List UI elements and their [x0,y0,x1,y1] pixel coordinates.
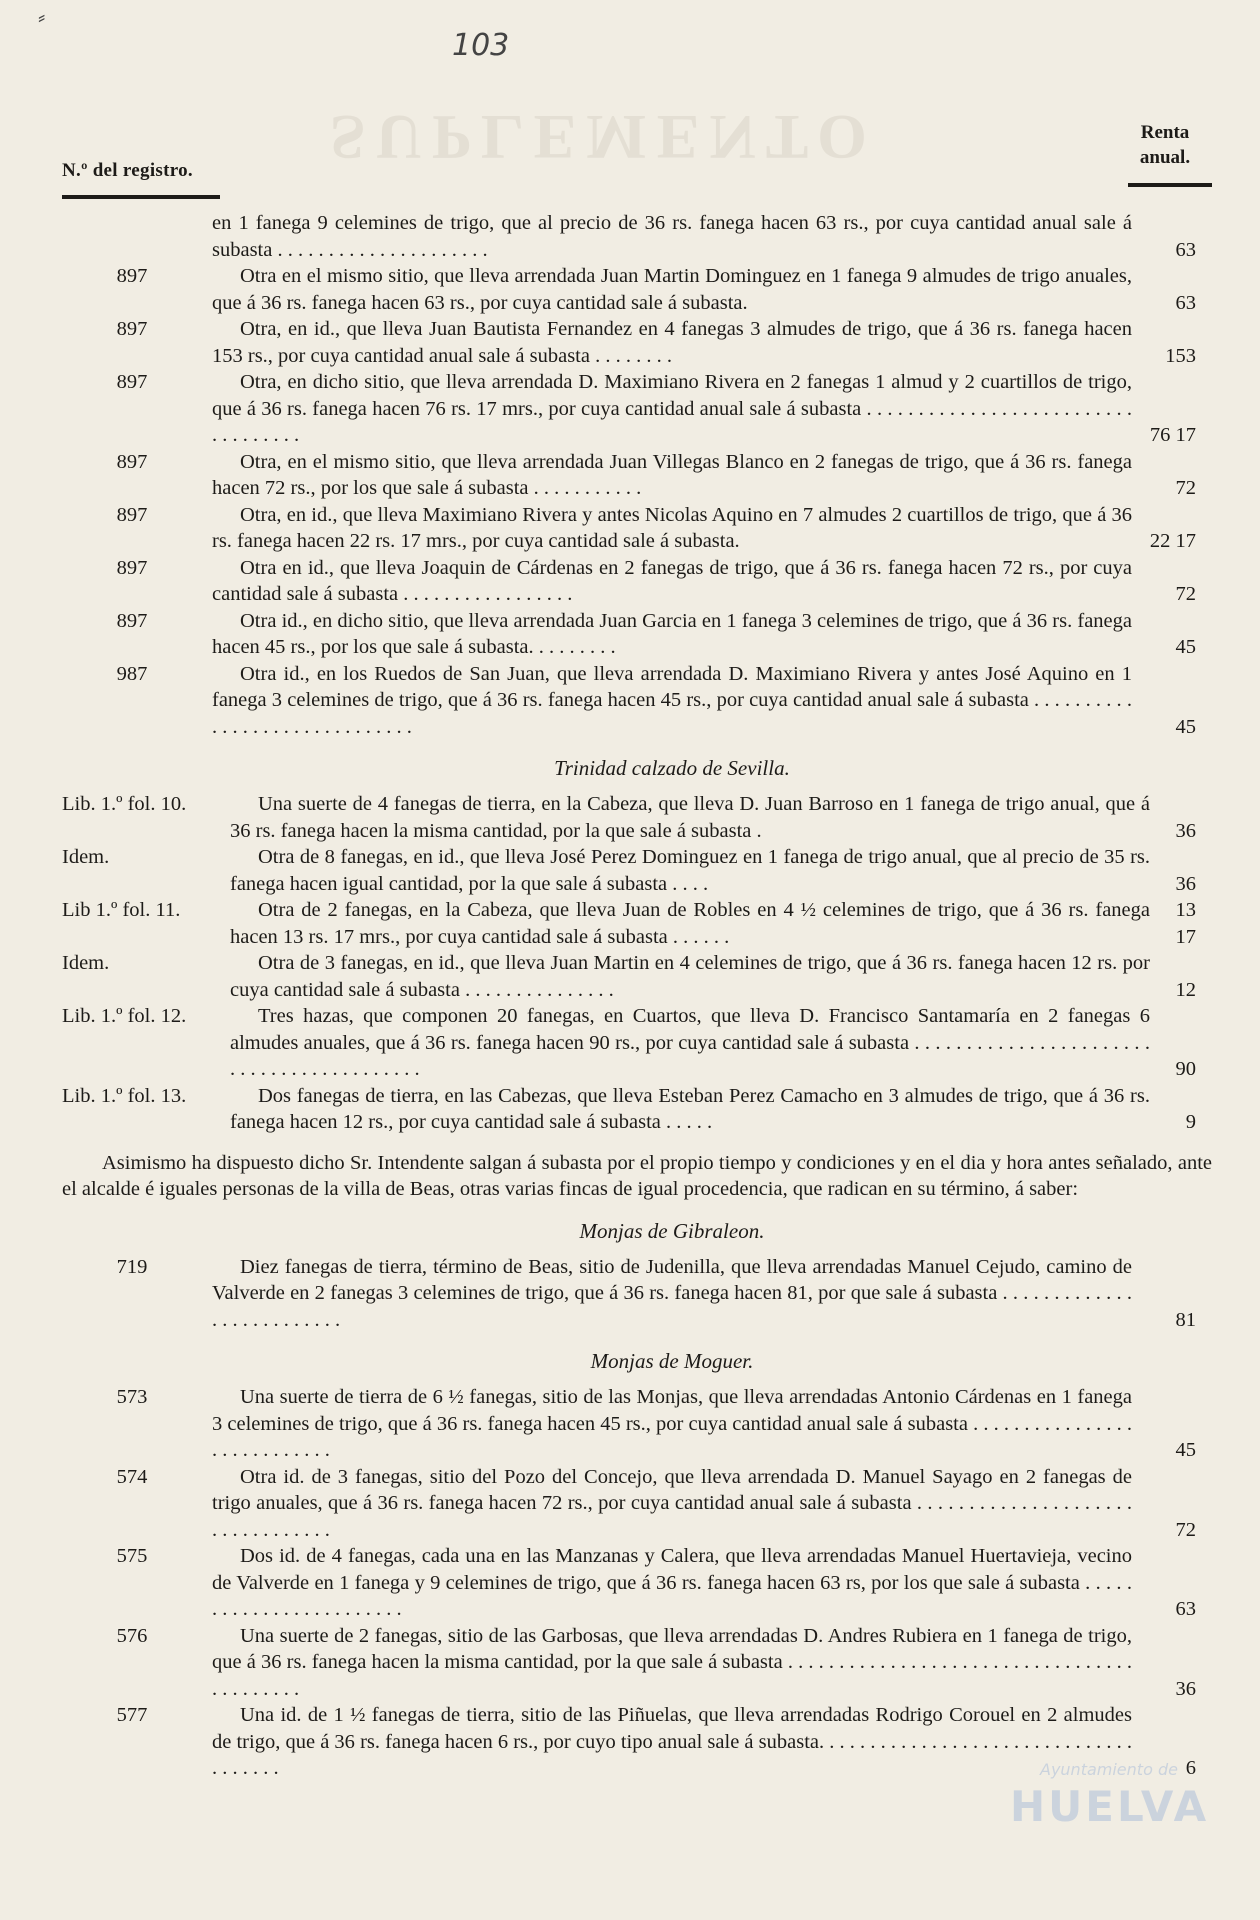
bleed-through-text: SUPLEMENTO [330,102,877,173]
entry-annual-rent: 72 [1175,583,1196,605]
entries-group-a [62,210,1212,740]
entry-register-ref: Lib. 1.º fol. 12. [62,1005,187,1027]
entry-description: Otra de 2 fanegas, en la Cabeza, que lleva Juan de Robles en 4 ½ celemines de trigo, que á 36 rs. fanega hacen 13 rs. 17 mrs., por cuya cantidad sale á subasta . . . . . . [230,899,1150,948]
entry-register-ref: 897 [116,556,148,579]
entry-annual-rent: 81 [1175,1308,1196,1331]
entry-annual-rent: 22 17 [1149,530,1196,552]
entries-group-d [62,1384,1212,1782]
entry-description: en 1 fanega 9 celemines de trigo, que al precio de 36 rs. fanega hacen 63 rs., por cuya cantidad anual sale á subasta . . . . . . . . . . . . . . . . . . . . . [212,212,1132,261]
entry-annual-rent: 45 [1175,636,1196,658]
entry-annual-rent: 6 [1185,1757,1196,1779]
entry-annual-rent: 36 [1175,1677,1196,1700]
section-heading-trinidad: Trinidad calzado de Sevilla. [554,756,790,780]
entry-register-ref: 573 [116,1386,148,1408]
register-entry [62,1464,1212,1544]
entry-annual-rent: 72 [1175,1518,1196,1541]
register-entry [62,449,1212,502]
entry-register-ref: Lib. 1.º fol. 10. [62,793,187,815]
entry-register-ref: 897 [116,318,148,340]
header-rule-left [62,195,220,199]
entry-register-ref: Idem. [62,846,110,868]
entry-register-ref: 897 [116,450,148,473]
corner-mark: ⸗ [38,4,46,29]
header-annual-rent-line1: Renta [1140,122,1190,143]
register-entry [62,844,1212,897]
intro-paragraph: Asimismo ha dispuesto dicho Sr. Intendente salgan á subasta por el propio tiempo y condiciones y en el dia y hora antes señalado, ante el alcalde é iguales personas de la villa de Beas, otras varias fincas de igual procedencia, que radican en su término, á saber: [62,1151,1212,1200]
entry-register-ref: 897 [116,265,148,287]
entry-description: Tres hazas, que componen 20 fanegas, en Cuartos, que lleva D. Francisco Santamaría en 2 fanegas 6 almudes anuales, que á 36 rs. fanega hacen 90 rs., por cuya cantidad sale á subasta . . . . . . . . . . . . . . . . . . . . . . . . . . . . . . . . . . . . . . . . . . [230,1005,1150,1080]
register-entry [62,1543,1212,1623]
entry-annual-rent: 45 [1175,1439,1196,1461]
entry-register-ref: 575 [116,1545,148,1567]
entry-description: Una id. de 1 ½ fanegas de tierra, sitio de las Piñuelas, que lleva arrendadas Rodrigo Corouel en 2 almudes de trigo, que á 36 rs. fanega hacen 6 rs., por cuyo tipo anual sale á subasta. . . . . . . . . . . . . . . . . . . . . . . . . . . . . . . . . . . . . . [212,1704,1132,1779]
entry-register-ref: 719 [116,1255,148,1278]
entry-annual-rent: 72 [1175,477,1196,499]
header-annual-rent [1130,120,1200,170]
register-entry [62,791,1212,844]
register-entry [62,502,1212,555]
entry-description: Otra de 3 fanegas, en id., que lleva Juan Martin en 4 celemines de trigo, que á 36 rs. fanega hacen 12 rs. por cuya cantidad sale á subasta . . . . . . . . . . . . . . . [230,952,1150,1001]
entry-register-ref: 897 [116,609,148,632]
register-entry [62,263,1212,316]
register-entry [62,608,1212,661]
entry-annual-rent: 13 17 [1175,899,1196,948]
document-body [62,210,1212,1782]
register-entry [62,555,1212,608]
entry-annual-rent: 45 [1175,715,1196,738]
entry-annual-rent: 36 [1175,819,1196,842]
entry-register-ref: 577 [116,1704,148,1726]
register-entry [62,950,1212,1003]
entry-annual-rent: 76 17 [1149,424,1196,446]
register-entry [62,210,1212,263]
register-entry [62,1384,1212,1464]
entry-description: Otra, en id., que lleva Juan Bautista Fernandez en 4 fanegas 3 almudes de trigo, que á 36 rs. fanega hacen 153 rs., por cuya cantidad anual sale á subasta . . . . . . . . [212,318,1132,367]
register-entry [62,1254,1212,1334]
register-entry [62,1003,1212,1083]
entry-annual-rent: 153 [1165,344,1196,367]
entry-annual-rent: 36 [1175,872,1196,895]
entry-description: Otra id. de 3 fanegas, sitio del Pozo del Concejo, que lleva arrendada D. Manuel Sayago en 2 fanegas de trigo anuales, que á 36 rs. fanega hacen 72 rs., por cuya cantidad anual sale á subasta . . . . . . . . . . . . . . . . . . . . . . . . . . . . . . . . . [212,1465,1132,1541]
register-entry [62,1083,1212,1136]
entry-register-ref: Idem. [62,952,110,974]
entry-description: Dos fanegas de tierra, en las Cabezas, que lleva Esteban Perez Camacho en 3 almudes de trigo, que á 36 rs. fanega hacen 12 rs., por cuya cantidad sale á subasta . . . . . [230,1084,1150,1133]
entry-description: Otra, en dicho sitio, que lleva arrendada D. Maximiano Rivera en 2 fanegas 1 almud y 2 cuartillos de trigo, que á 36 rs. fanega hacen 76 rs. 17 mrs., por cuya cantidad anual sale á subasta . . . . . . . . . . . . . . . . . . . . . . . . . . . . . . . . . . . [212,371,1132,446]
entry-register-ref: 576 [116,1624,148,1647]
entry-register-ref: 897 [116,503,148,526]
entry-description: Otra id., en los Ruedos de San Juan, que lleva arrendada D. Maximiano Rivera y antes José Aquino en 1 fanega 3 celemines de trigo, que á 36 rs. fanega hacen 45 rs., por cuya cantidad anual sale á subasta . . . . . . . . . . . . . . . . . . . . . . . . . . . . . . [212,662,1132,738]
entry-description: Dos id. de 4 fanegas, cada una en las Manzanas y Calera, que lleva arrendadas Manuel Huertavieja, vecino de Valverde en 1 fanega y 9 celemines de trigo, que á 36 rs. fanega hacen 63 rs, por los que sale á subasta . . . . . . . . . . . . . . . . . . . . . . . . [212,1545,1132,1620]
entry-annual-rent: 9 [1185,1111,1196,1133]
watermark-title: HUELVA [1010,1782,1210,1831]
entries-group-c [62,1254,1212,1334]
entry-description: Otra en el mismo sitio, que lleva arrendada Juan Martin Dominguez en 1 fanega 9 almudes de trigo anuales, que á 36 rs. fanega hacen 63 rs., por cuya cantidad sale á subasta. [212,265,1132,314]
register-entry [62,897,1212,950]
entry-register-ref: 987 [116,662,148,685]
entry-description: Una suerte de 4 fanegas de tierra, en la Cabeza, que lleva D. Juan Barroso en 1 fanega de trigo anual, que á 36 rs. fanega hacen la misma cantidad, por la que sale á subasta . [230,793,1150,842]
entry-register-ref: 897 [116,371,148,393]
header-register-number: N.º del registro. [62,160,193,181]
entry-description: Diez fanegas de tierra, término de Beas, sitio de Judenilla, que lleva arrendadas Manuel Cejudo, camino de Valverde en 2 fanegas 3 celemines de trigo, que á 36 rs. fanega hacen 81, por que sale á subasta . . . . . . . . . . . . . . . . . . . . . . . . . . [212,1255,1132,1331]
entry-register-ref: Lib. 1.º fol. 13. [62,1084,187,1107]
register-entry [62,661,1212,741]
entry-register-ref: Lib 1.º fol. 11. [62,899,181,921]
entry-description: Una suerte de tierra de 6 ½ fanegas, sitio de las Monjas, que lleva arrendadas Antonio Cárdenas en 1 fanega 3 celemines de trigo, que á 36 rs. fanega hacen 45 rs., por cuya cantidad anual sale á subasta . . . . . . . . . . . . . . . . . . . . . . . . . . . . [212,1386,1132,1461]
entry-description: Una suerte de 2 fanegas, sitio de las Garbosas, que lleva arrendadas D. Andres Rubiera en 1 fanega de trigo, que á 36 rs. fanega hacen la misma cantidad, por la que sale á subasta . . . . . . . . . . . . . . . . . . . . . . . . . . . . . . . . . . . . . . . . . . . [212,1624,1132,1700]
entry-description: Otra en id., que lleva Joaquin de Cárdenas en 2 fanegas de trigo, que á 36 rs. fanega hacen 72 rs., por cuya cantidad sale á subasta . . . . . . . . . . . . . . . . . [212,556,1132,605]
section-heading-gibraleon: Monjas de Gibraleon. [579,1218,765,1243]
entry-register-ref: 574 [116,1465,148,1488]
entry-annual-rent: 90 [1175,1058,1196,1080]
header-annual-rent-line2: anual. [1139,147,1191,168]
section-heading-moguer: Monjas de Moguer. [590,1349,754,1373]
entry-description: Otra id., en dicho sitio, que lleva arrendada Juan Garcia en 1 fanega 3 celemines de trigo, que á 36 rs. fanega hacen 45 rs., por los que sale á subasta. . . . . . . . . [212,609,1132,658]
pencil-page-number: 103 [452,28,510,63]
entry-annual-rent: 12 [1175,978,1196,1001]
register-entry [62,369,1212,449]
entries-group-b [62,791,1212,1136]
register-entry [62,1623,1212,1703]
entry-annual-rent: 63 [1175,291,1196,314]
entry-annual-rent: 63 [1175,238,1196,261]
entry-description: Otra, en id., que lleva Maximiano Rivera y antes Nicolas Aquino en 7 almudes 2 cuartillos de trigo, que á 36 rs. fanega hacen 22 rs. 17 mrs., por cuya cantidad sale á subasta. [212,503,1132,552]
header-rule-right [1128,183,1212,187]
entry-description: Otra de 8 fanegas, en id., que lleva José Perez Dominguez en 1 fanega de trigo anual, que al precio de 35 rs. fanega hacen igual cantidad, por la que sale á subasta . . . . [230,846,1150,895]
entry-annual-rent: 63 [1175,1598,1196,1620]
register-entry [62,316,1212,369]
entry-description: Otra, en el mismo sitio, que lleva arrendada Juan Villegas Blanco en 2 fanegas de trigo, que á 36 rs. fanega hacen 72 rs., por los que sale á subasta . . . . . . . . . . . [212,450,1132,499]
watermark-caption: Ayuntamiento de [1040,1760,1178,1779]
